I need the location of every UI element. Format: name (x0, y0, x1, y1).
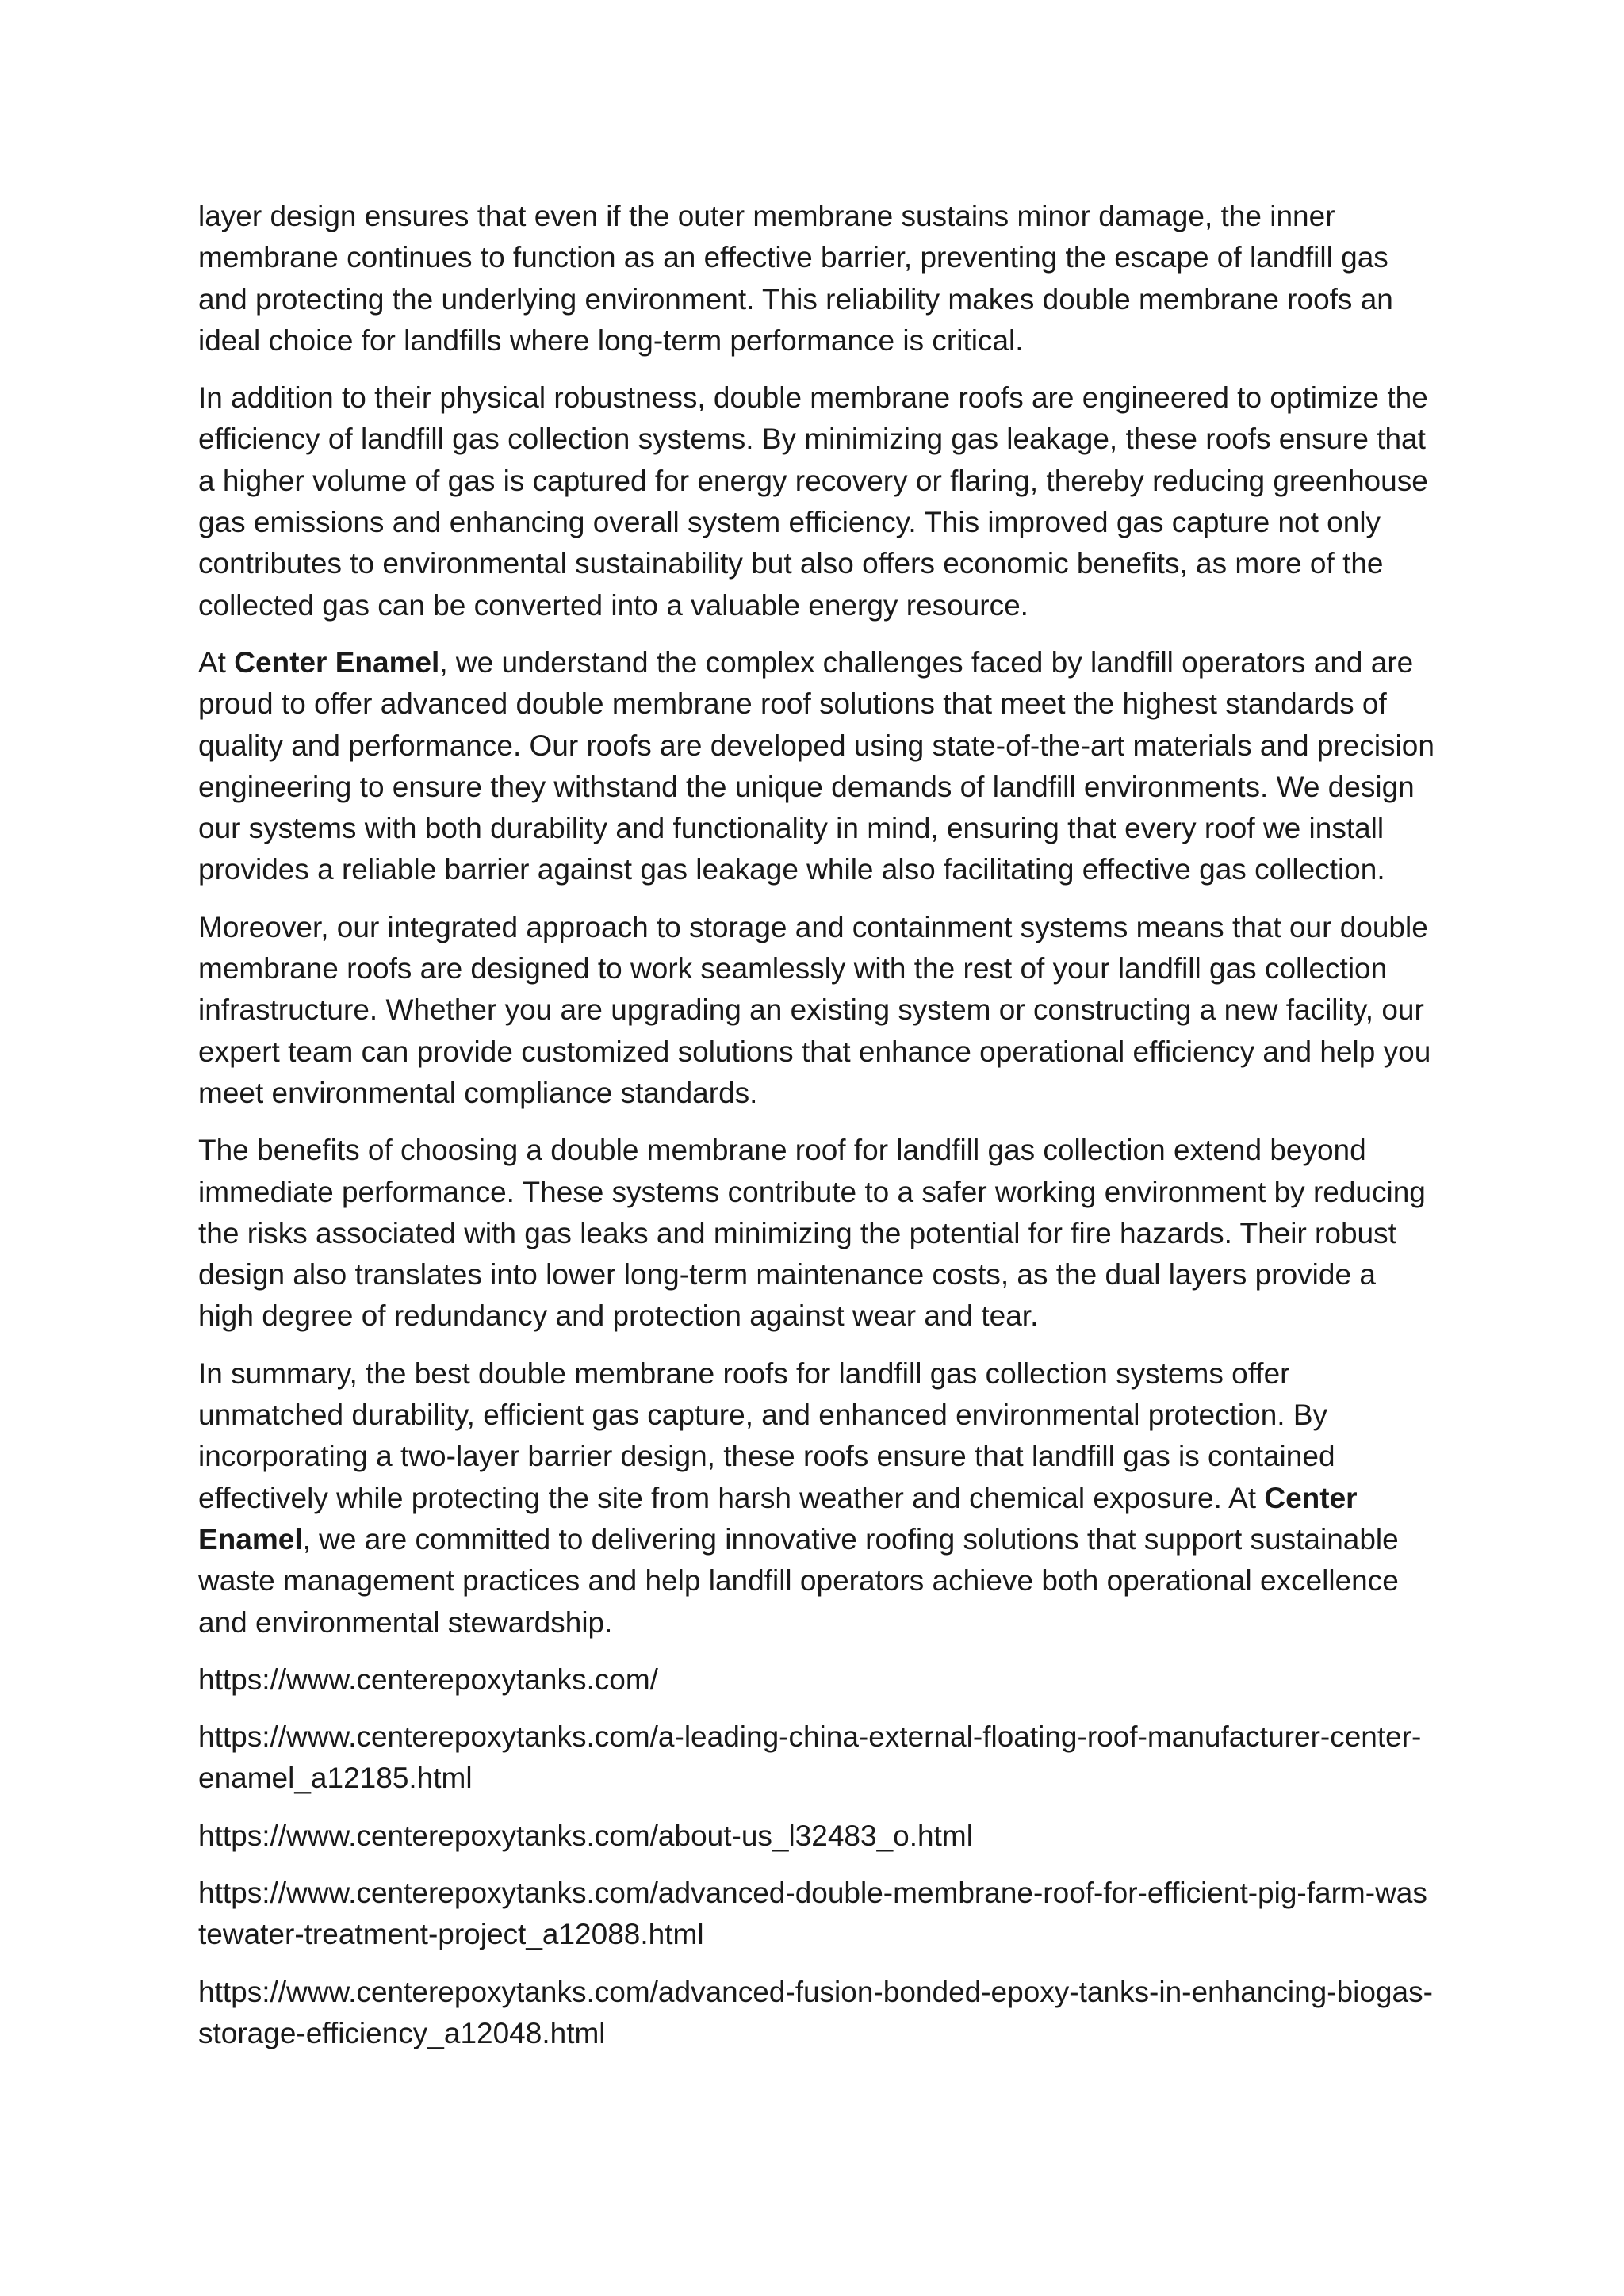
paragraph-3-lead: At (198, 645, 235, 679)
paragraph-1: layer design ensures that even if the outer membrane sustains minor damage, the inner membrane continues to function as an effective barrier, preventing the escape of landfill gas and protecting the underlying environment. This reliability makes double membrane roofs an ideal choice for landfills where long-term performance is critical. (198, 200, 1393, 357)
paragraph-6 (198, 1353, 1435, 1644)
url-link-4[interactable]: https://www.centerepoxytanks.com/advanced-double-membrane-roof-for-efficient-pig-farm-wastewater-treatment-project_a12088.html (198, 1876, 1427, 1951)
document-body (198, 196, 1435, 2070)
url-link-5[interactable]: https://www.centerepoxytanks.com/advanced-fusion-bonded-epoxy-tanks-in-enhancing-biogas-storage-efficiency_a12048.html (198, 1975, 1433, 2049)
url-link-2[interactable]: https://www.centerepoxytanks.com/a-leading-china-external-floating-roof-manufacturer-center-enamel_a12185.html (198, 1720, 1422, 1795)
paragraph-6-lead: In summary, the best double membrane roofs for landfill gas collection systems offer unmatched durability, efficient gas capture, and enhanced environmental protection. By incorporating a two-layer barrier design, these roofs ensure that landfill gas is contained effectively while protecting the site from harsh weather and chemical exposure. At (198, 1357, 1335, 1514)
paragraph-2: In addition to their physical robustness, double membrane roofs are engineered to optimize the efficiency of landfill gas collection systems. By minimizing gas leakage, these roofs ensure that a higher volume of gas is captured for energy recovery or flaring, thereby reducing greenhouse gas emissions and enhancing overall system efficiency. This improved gas capture not only contributes to environmental sustainability but also offers economic benefits, as more of the collected gas can be converted into a valuable energy resource. (198, 381, 1428, 622)
company-name-bold: Center Enamel (198, 1481, 1358, 1556)
url-link-1[interactable]: https://www.centerepoxytanks.com/ (198, 1663, 658, 1696)
paragraph-4: Moreover, our integrated approach to storage and containment systems means that our double membrane roofs are designed to work seamlessly with the rest of your landfill gas collection infrastructure. Whether you are upgrading an existing system or constructing a new facility, our expert team can provide customized solutions that enhance operational efficiency and help you meet environmental compliance standards. (198, 910, 1431, 1109)
paragraph-6-body: , we are committed to delivering innovative roofing solutions that support sustainable waste management practices and help landfill operators achieve both operational excellence and environmental stewardship. (198, 1522, 1399, 1639)
paragraph-5: The benefits of choosing a double membrane roof for landfill gas collection extend beyond immediate performance. These systems contribute to a safer working environment by reducing the risks associated with gas leaks and minimizing the potential for fire hazards. Their robust design also translates into lower long-term maintenance costs, as the dual layers provide a high degree of redundancy and protection against wear and tear. (198, 1134, 1426, 1333)
url-link-3[interactable]: https://www.centerepoxytanks.com/about-us_l32483_o.html (198, 1819, 973, 1852)
paragraph-3 (198, 642, 1435, 891)
paragraph-3-body: , we understand the complex challenges faced by landfill operators and are proud to offer advanced double membrane roof solutions that meet the highest standards of quality and performance. Our roofs are developed using state-of-the-art materials and precision engineering to ensure they withstand the unique demands of landfill environments. We design our systems with both durability and functionality in mind, ensuring that every roof we install provides a reliable barrier against gas leakage while also facilitating effective gas collection. (198, 645, 1434, 886)
company-name-bold: Center Enamel (234, 645, 440, 679)
